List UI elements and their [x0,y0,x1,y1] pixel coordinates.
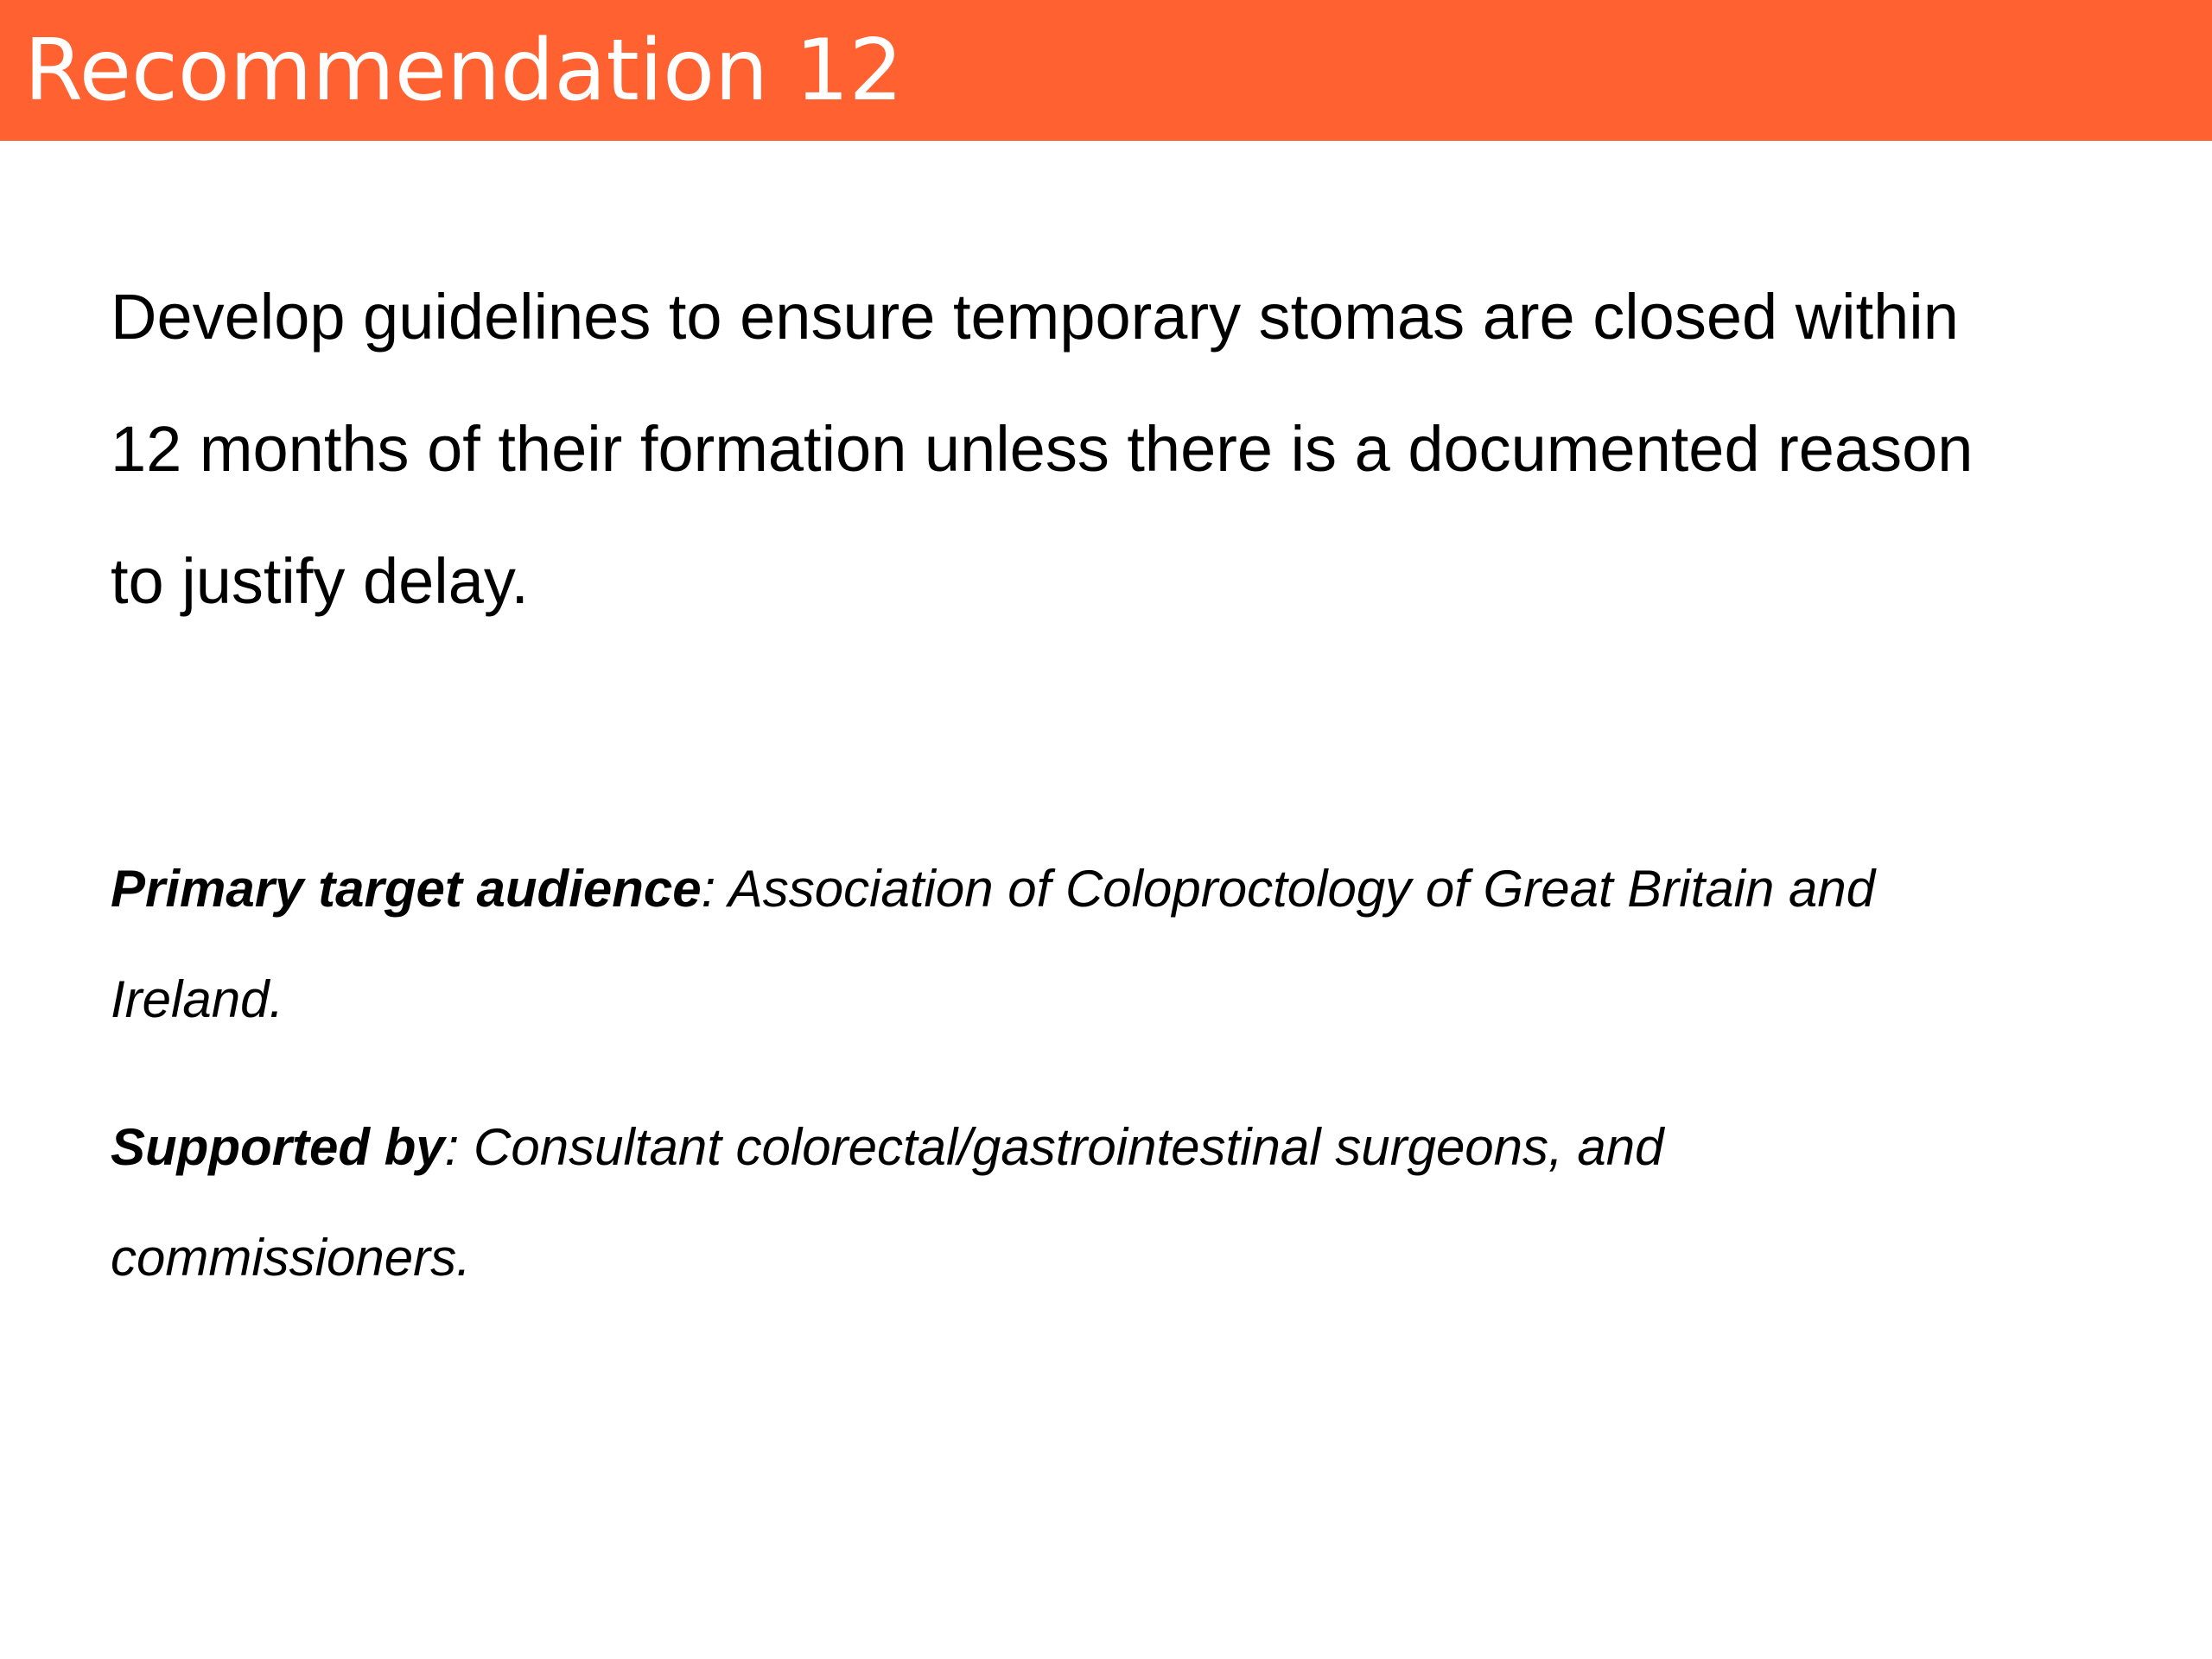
audience-line: Ireland. [111,970,284,1028]
primary-target-audience [111,834,2098,1055]
audience-line [111,834,2098,944]
recommendation-text [111,251,2150,647]
title-bar [0,0,2212,141]
audience-label: Primary target audience [111,860,702,918]
recommendation-line: Develop guidelines to ensure temporary stomas are closed within [111,281,1959,353]
support-line: commissioners. [111,1229,471,1287]
support-label: Supported by [111,1118,445,1176]
support-value: Consultant colorectal/gastrointestinal surgeons, and [474,1118,1664,1176]
recommendation-line: to justify delay. [111,545,529,617]
slide-title: Recommendation 12 [24,22,903,120]
support-separator: : [444,1118,474,1176]
audience-value: Association of Coloproctology of Great Britain and [728,860,1876,918]
support-line [111,1092,2098,1203]
recommendation-line: 12 months of their formation unless there is a documented reason [111,413,1974,485]
supported-by [111,1092,2098,1313]
audience-separator: : [701,860,728,918]
